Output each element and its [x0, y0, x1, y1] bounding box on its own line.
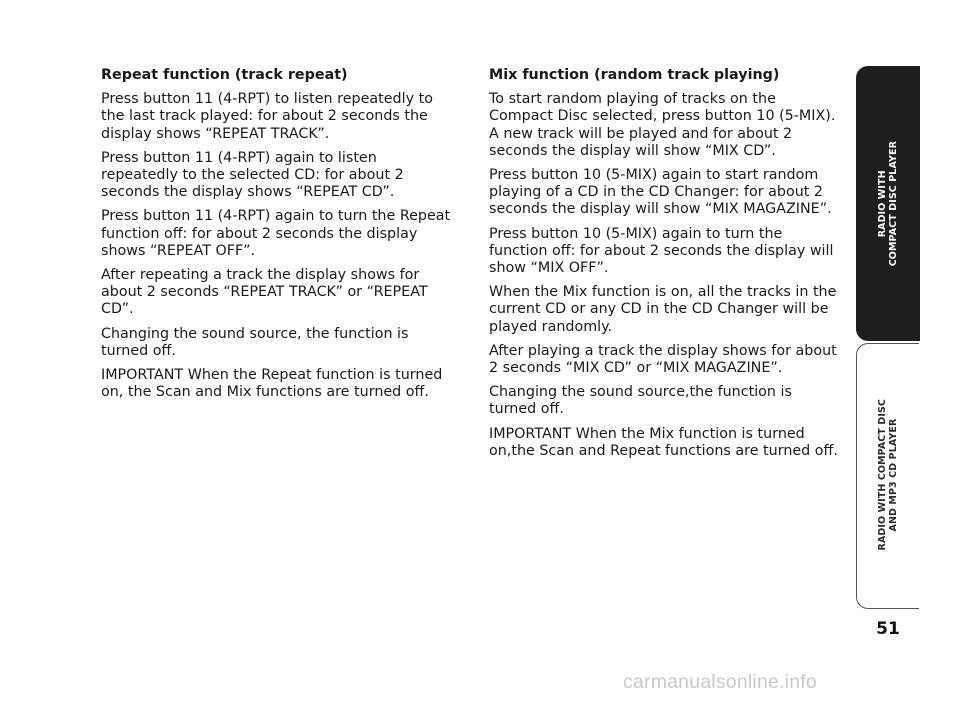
- paragraph: Changing the sound source,the function is turned off.: [489, 384, 792, 418]
- section-tab-active-label: [856, 66, 920, 341]
- page-number: 51: [876, 619, 900, 639]
- watermark-text: carmanualsonline.info: [623, 671, 817, 693]
- paragraph: After repeating a track the display shows for about 2 seconds “REPEAT TRACK” or “REPEAT CD”.: [101, 267, 428, 318]
- right-column: [489, 67, 839, 467]
- paragraph: After playing a track the display shows for about 2 seconds “MIX CD” or “MIX MAGAZINE”.: [489, 342, 837, 377]
- mix-function-heading: Mix function (random track playing): [489, 67, 780, 83]
- section-tab-inactive-label: [856, 343, 920, 607]
- paragraph: Press button 11 (4-RPT) again to listen repeatedly to the selected CD: for about 2 seconds the display shows “REPEAT CD”.: [101, 149, 404, 201]
- tab-label-line: RADIO WITH COMPACT DISC: [877, 399, 888, 551]
- paragraph: To start random playing of tracks on the Compact Disc selected, press button 10 (5-MIX). A new track will be played and for about 2 seconds the display will show “MIX CD”.: [489, 91, 836, 159]
- tab-label-line: COMPACT DISC PLAYER: [888, 140, 899, 267]
- paragraph: Press button 10 (5-MIX) again to start random playing of a CD in the CD Changer: for about 2 seconds the display will show “MIX MAGAZINE”.: [489, 167, 832, 218]
- paragraph: When the Mix function is on, all the tracks in the current CD or any CD in the CD Changer will be played randomly.: [489, 284, 837, 335]
- paragraph: Press button 11 (4-RPT) to listen repeatedly to the last track played: for about 2 seconds the display shows “REPEAT TRACK”.: [101, 91, 433, 142]
- paragraph: Changing the sound source, the function is turned off.: [101, 325, 409, 359]
- tab-label-line: RADIO WITH: [877, 170, 888, 237]
- repeat-function-heading: Repeat function (track repeat): [101, 67, 348, 83]
- tab-label-line: AND MP3 CD PLAYER: [888, 418, 899, 532]
- left-column: [101, 67, 451, 408]
- paragraph: IMPORTANT When the Mix function is turned on,the Scan and Repeat functions are turned off.: [489, 425, 838, 459]
- paragraph: Press button 10 (5-MIX) again to turn the function off: for about 2 seconds the display will show “MIX OFF”.: [489, 225, 834, 277]
- paragraph: Press button 11 (4-RPT) again to turn the Repeat function off: for about 2 seconds the display shows “REPEAT OFF”.: [101, 208, 451, 259]
- paragraph: IMPORTANT When the Repeat function is turned on, the Scan and Mix functions are turned off.: [101, 367, 443, 401]
